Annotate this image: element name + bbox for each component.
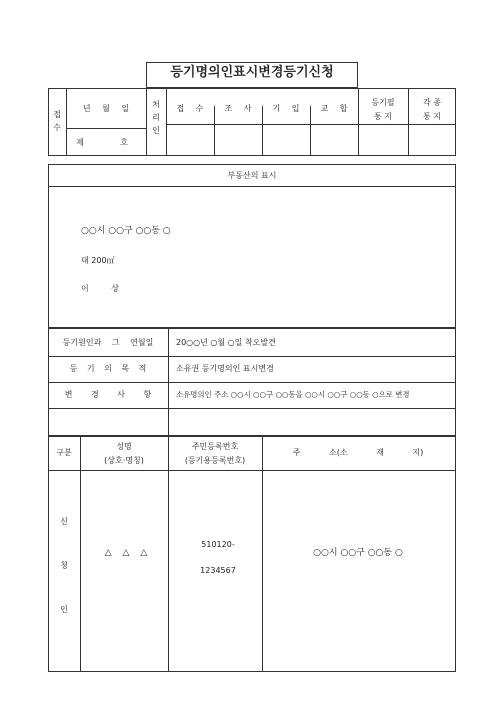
- property-end: 이 상: [81, 284, 119, 293]
- property-header: 부동산의 표시: [227, 171, 277, 180]
- applicant-name: △ △ △: [104, 548, 148, 558]
- change-value: 소유명의인 주소 ○○시 ○○구 ○○동을 ○○시 ○○구 ○○동 ○으로 변경: [176, 390, 410, 399]
- step-entry: 기 입: [272, 104, 300, 113]
- document-title: 등기명의인표시변경등기신청: [170, 65, 334, 80]
- handler-label: 처 리 인: [152, 100, 160, 135]
- reception-date-label: 년 월 일: [82, 104, 130, 113]
- step-registration-notice: 등기필 통 지: [371, 98, 395, 121]
- step-reception: 접 수: [176, 104, 204, 113]
- name-header: 성명: [116, 442, 132, 451]
- change-label: 변 경 사 항: [64, 390, 152, 399]
- applicant-id-line1: 510120-: [201, 540, 235, 549]
- name-header-sub: (상호·명칭): [104, 456, 144, 465]
- address-header: 주 소(소 재 지): [292, 448, 424, 457]
- id-header: 주민등록번호: [191, 442, 239, 451]
- category-header: 구분: [56, 448, 72, 457]
- id-header-sub: (등기용등록번호): [184, 456, 246, 465]
- applicant-id-line2: 1234567: [200, 566, 236, 575]
- purpose-label: 등 기 의 목 적: [69, 364, 147, 373]
- property-land: 대 200㎡: [81, 256, 115, 265]
- applicant-row-label: 신 청 인: [60, 517, 68, 614]
- reception-number-label: 제 호: [76, 138, 128, 147]
- step-investigation: 조 사: [224, 104, 252, 113]
- property-address: ○○시 ○○구 ○○동 ○: [81, 226, 171, 236]
- reception-label: 접 수: [53, 110, 61, 132]
- step-various-notices: 각 종 통 지: [423, 98, 441, 121]
- applicant-address: ○○시 ○○구 ○○동 ○: [313, 548, 403, 558]
- purpose-value: 소유권 등기명의인 표시변경: [176, 364, 274, 373]
- cause-label: 등기원인과 그 연월일: [62, 338, 154, 347]
- cause-value: 20○○년 ○월 ○일 착오발견: [176, 338, 276, 347]
- property-section: [48, 164, 456, 328]
- step-verification: 교 합: [320, 104, 348, 113]
